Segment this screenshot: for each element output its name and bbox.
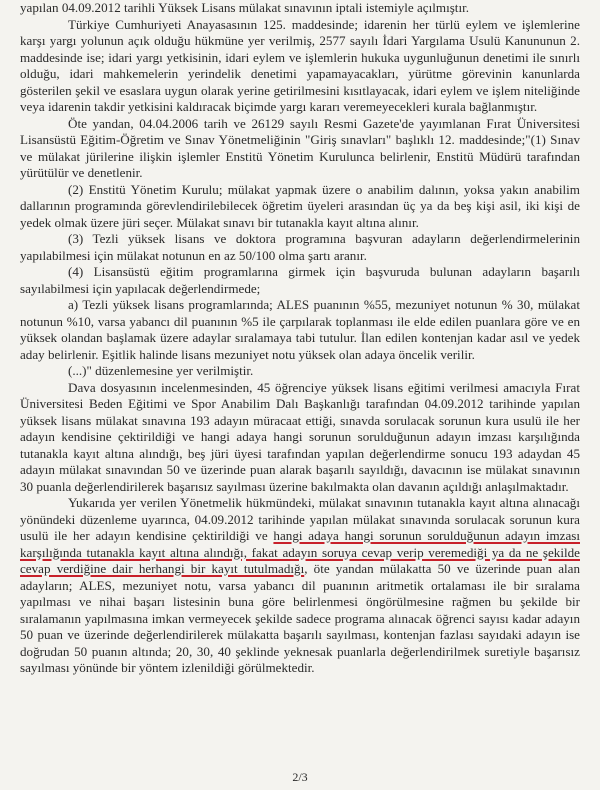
paragraph-intro: yapılan 04.09.2012 tarihli Yüksek Lisans mülakat sınavının iptali istemiyle açılmıştır.: [20, 0, 469, 15]
paragraph-clause-3: (3) Tezli yüksek lisans ve doktora programına başvuran adayların değerlendirmelerinin yapılabilmesi için mülakat notunun en az 50/100 olma şartı aranır.: [20, 231, 580, 263]
paragraph-case-facts: Dava dosyasının incelenmesinden, 45 öğrenciye yüksek lisans eğitimi verilmesi amacıyla Fırat Üniversitesi Beden Eğitimi ve Spor Anabilim Dalı Başkanlığı tarafından 04.09.2012 tarihinde yapılan yüksek lisans mülakat sınavına 193 adayın müracaat ettiği, sınavda sorulacak sorunun kura usulü ile her adayın kendisine çektirildiği ve hangi adaya hangi sorunun sorulduğunun adayın imzası karşılığında tutanakla kayıt altına alındığı, beş jüri üyesi tarafından yapılan değerlendirme sonucu 193 adaydan 45 adayın mülakat sınavından 50 ve üzerinde puan alarak başarılı sayıldığı, davacının ise mülakat sınavının 30 puanla değerlendirilerek başarısız sayılması üzerine bakılmakta olan davanın açıldığı anlaşılmaktadır.: [20, 379, 580, 494]
paragraph-clause-4a: a) Tezli yüksek lisans programlarında; ALES puanının %55, mezuniyet notunun % 30, mülakat notunun %10, varsa yabancı dil puanının %5 ile çarpılarak toplanması ile elde edilen puanlara göre ve en yüksek olandan başlamak üzere adaylar sıralamaya tabi tutulur. İlan edilen kontenjan kadar asıl ve yedek aday belirlenir. Eşitlik halinde lisans mezuniyet notu yüksek olan adaya öncelik verilir.: [20, 297, 580, 362]
evaluation-text-end: , öte yandan mülakatta 50 ve üzerinde puan alan adayların; ALES, mezuniyet notu, varsa yabancı dil puanının aritmetik ortalaması ile bir sıralama yapılması ve nihai başarı listesinin buna göre belirlenmesi öngörülmesine rağmen bu şekilde bir sıralamanın yapılmasına imkan vermeyecek şekilde sadece programa alınacak öğrenci sayısı kadar adayın 50 puan ve üzerinde değerlendirilerek mülakatta başarılı sayılması, kontenjan fazlası sayıdaki adayın ise doğrudan 50 puanın altında; 20, 30, 40 şeklinde yeknesak puanlarla değerlendirilmek suretiyle başarısız sayılması yönünde bir yöntem izlenildiği görülmektedir.: [20, 561, 580, 675]
paragraph-regulation: Öte yandan, 04.04.2006 tarih ve 26129 sayılı Resmi Gazete'de yayımlanan Fırat Üniversitesi Lisansüstü Eğitim-Öğretim ve Sınav Yönetmeliğinin "Giriş sınavları" başlıklı 12. maddesinde;"(1) Sınav ve mülakat jürilerine ilişkin işlemler Enstitü Yönetim Kurulunca belirlenir, Enstitü Müdürü tarafından yürütülür ve denetlenir.: [20, 115, 580, 180]
paragraph-clause-4: (4) Lisansüstü eğitim programlarına girmek için başvuruda bulunan adayların başarılı sayılabilmesi için yapılacak değerlendirmede;: [20, 264, 580, 296]
paragraph-quote-end: (...)" düzenlemesine yer verilmiştir.: [68, 363, 254, 378]
paragraph-constitution: Türkiye Cumhuriyeti Anayasasının 125. maddesinde; idarenin her türlü eylem ve işlemlerine karşı yargı yolunun açık olduğu hükmüne yer verilmiş, 2577 sayılı İdari Yargılama Usulü Kanununun 2. maddesinde ise; idari yargı yetkisinin, idari eylem ve işlemlerin hukuka uygunluğunun denetimi ile sınırlı olduğu, idari mahkemelerin yerindelik denetimi yapamayacakları, yürütme görevinin kanunlarda gösterilen şekil ve esaslara uygun olarak yerine getirilmesini kısıtlayacak, idari eylem ve işlem niteliğinde veya idarenin takdir yetkisini kaldıracak biçimde yargı kararı veremeyecekleri kurala bağlanmıştır.: [20, 16, 580, 114]
paragraph-clause-2: (2) Enstitü Yönetim Kurulu; mülakat yapmak üzere o anabilim dalının, yoksa yakın anabilim dallarının programında görevlendirilebilecek öğretim üyeleri arasından üç ya da beş kişi asil, iki kişi de yedek olmak üzere jüri seçer. Mülakat sınavı bir tutanakla kayıt altına alınır.: [20, 181, 580, 230]
paragraph-evaluation: [20, 495, 580, 677]
evaluation-text-start: Yukarıda yer verilen Yönetmelik hükmündeki, mülakat sınavının tutanakla kayıt altına alınacağı yönündeki düzenleme uyarınca, 04.09.2012 tarihinde yapılan mülakat sınavında sorulacak sorunun kura usulü ile her adayın kendisine çektirildiği ve: [20, 495, 580, 543]
page-number: 2/3: [292, 770, 308, 784]
highlighted-passage: hangi adaya hangi sorunun sorulduğunun adayın imzası karşılığında tutanakla kayıt altına alındığı, fakat adayın soruya cevap verip veremediği ya da ne şekilde cevap verdiğine dair herhangi bir kayıt tutulmadığı: [20, 528, 580, 576]
